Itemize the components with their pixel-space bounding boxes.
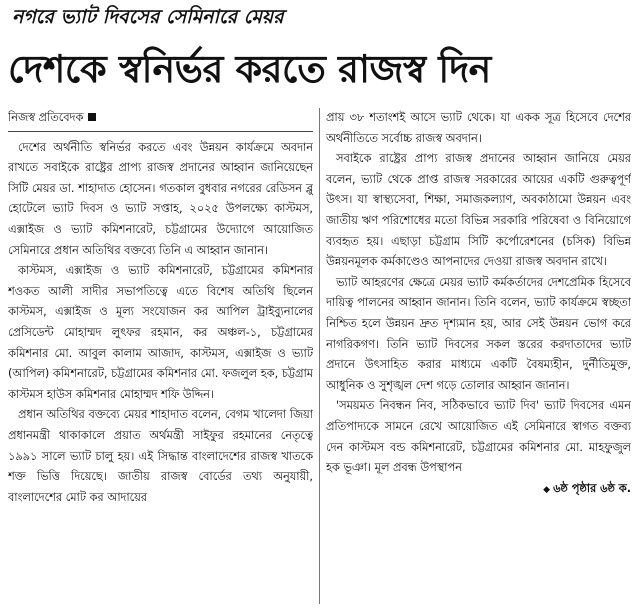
article-body [8,108,631,604]
column-right [326,108,631,604]
paragraph: ভ্যাট আহরণের ক্ষেত্রে মেয়র ভ্যাট কর্মকর্তাদের দেশপ্রেমিক হিসেবে দায়িত্ব পালনের আহ্বান জানান। তিনি বলেন, ভ্যাট কার্যক্রমে স্বচ্ছতা নিশ্চিত হলে উন্নয়ন দ্রুত দৃশ্যমান হয়, আর সেই উন্নয়ন ভোগ করে নাগরিকগণ। তিনি ভ্যাট দিবসের সকল স্তরের করদাতাদের ভ্যাট প্রদানে উৎসাহিত করার মাধ্যমে একটি বৈষম্যহীন, দুর্নীতিমুক্ত, আধুনিক ও সুশৃঙ্খল দেশ গড়ে তোলার আহ্বান জানান। [326,275,631,392]
paragraph: সবাইকে রাষ্ট্রের প্রাপ্য রাজস্ব প্রদানের আহ্বান জানিয়ে মেয়র বলেন, ভ্যাট থেকে প্রাপ্ত রাজস্ব সরকারের আয়ের একটি গুরুত্বপূর্ণ উৎস। যা স্বাস্থ্যসেবা, শিক্ষা, সমাজকল্যাণ, অবকাঠামো উন্নয়ন এবং জাতীয় ঋণ পরিশোধের মতো বিভিন্ন সরকারি পরিষেবা ও বিনিয়োগে ব্যবহৃত হয়। এছাড়া চট্টগ্রাম সিটি কর্পোরেশনের (চসিক) বিভিন্ন উন্নয়নমূলক কর্মকাণ্ডেও আপনাদের দেওয়া রাজস্ব অবদান রাখে। [326,152,631,269]
diamond-icon: ◆ [543,484,551,495]
paragraph: কাস্টমস, এক্সাইজ ও ভ্যাট কমিশনারেট, চট্টগ্রামের কমিশনার শওকত আলী সাদীর সভাপতিত্বে এতে বিশেষ অতিথি ছিলেন কাস্টমস, এক্সাইজ ও মূল্য সংযোজন কর আপিল ট্রাইব্যুনালের প্রেসিডেন্ট মোহাম্মদ লুৎফর রহমান, কর অঞ্চল-১, চট্টগ্রামের কমিশনার মো. আবুল কালাম আজাদ, কাস্টমস, এক্সাইজ ও ভ্যাট (আপিল) কমিশনারেট, চট্টগ্রামের কমিশনার মো. ফজলুল হক, চট্টগ্রাম কাস্টমস হাউস কমিশনার মোহাম্মদ শফি উদ্দিন। [8,264,313,401]
continued-text: ৬ষ্ঠ পৃষ্ঠার ৬ষ্ঠ ক. [553,481,631,495]
paragraph: 'সময়মত নিবন্ধন নিব, সঠিকভাবে ভ্যাট দিব' ভ্যাট দিবসের এমন প্রতিপাদ্যকে সামনে রেখে আয়োজিত এই সেমিনারে স্বাগত বক্তব্য দেন কাস্টমস বন্ড কমিশনারেট, চট্টগ্রামের কমিশনার মো. মাহফুজুল হক ভূঞা। মূল প্রবন্ধ উপস্থাপন [326,399,631,475]
kicker: নগরে ভ্যাট দিবসের সেমিনারে মেয়র [12,6,284,28]
paragraph: প্রধান অতিথির বক্তব্যে মেয়র শাহাদাত বলেন, বেগম খালেদা জিয়া প্রধানমন্ত্রী থাকাকালে প্রয়াত অর্থমন্ত্রী সাইফুর রহমানের নেতৃত্বে ১৯৯১ সালে ভ্যাট চালু হয়। এই সিদ্ধান্ত বাংলাদেশের রাজস্ব খাতকে শক্ত ভিত্তি দিয়েছে। জাতীয় রাজস্ব বোর্ডের তথ্য অনুযায়ী, বাংলাদেশের মোট কর আদায়ের [8,408,313,504]
continued-note [326,479,631,501]
headline: দেশকে স্বনির্ভর করতে রাজস্ব দিন [8,47,491,91]
byline [8,108,313,129]
column-divider [319,108,320,604]
byline-square-icon [88,113,96,121]
byline-text: নিজস্ব প্রতিবেদক [8,111,84,124]
paragraph: দেশের অর্থনীতি স্বনির্ভর করতে এবং উন্নয়ন কার্যক্রমে অবদান রাখতে সবাইকে রাষ্ট্রের প্রাপ্য রাজস্ব প্রদানের আহ্বান জানিয়েছেন সিটি মেয়র ডা. শাহাদাত হোসেন। গতকাল বুধবার নগরের রেডিসন ব্লু হোটেলে ভ্যাট দিবস ও ভ্যাট সপ্তাহ, ২০২৫ উপলক্ষ্যে কাস্টমস, এক্সাইজ ও ভ্যাট কমিশনারেট, চট্টগ্রামের উদ্যোগে আয়োজিত সেমিনারে প্রধান অতিথির বক্তব্যে তিনি এ আহ্বান জানান। [8,140,313,257]
column-left [8,108,313,604]
byline-rule [8,131,313,132]
paragraph: প্রায় ৩৮ শতাংশই আসে ভ্যাট থেকে। যা একক সূত্র হিসেবে দেশের অর্থনীতিতে সর্বোচ্চ রাজস্ব অবদান। [326,111,631,145]
